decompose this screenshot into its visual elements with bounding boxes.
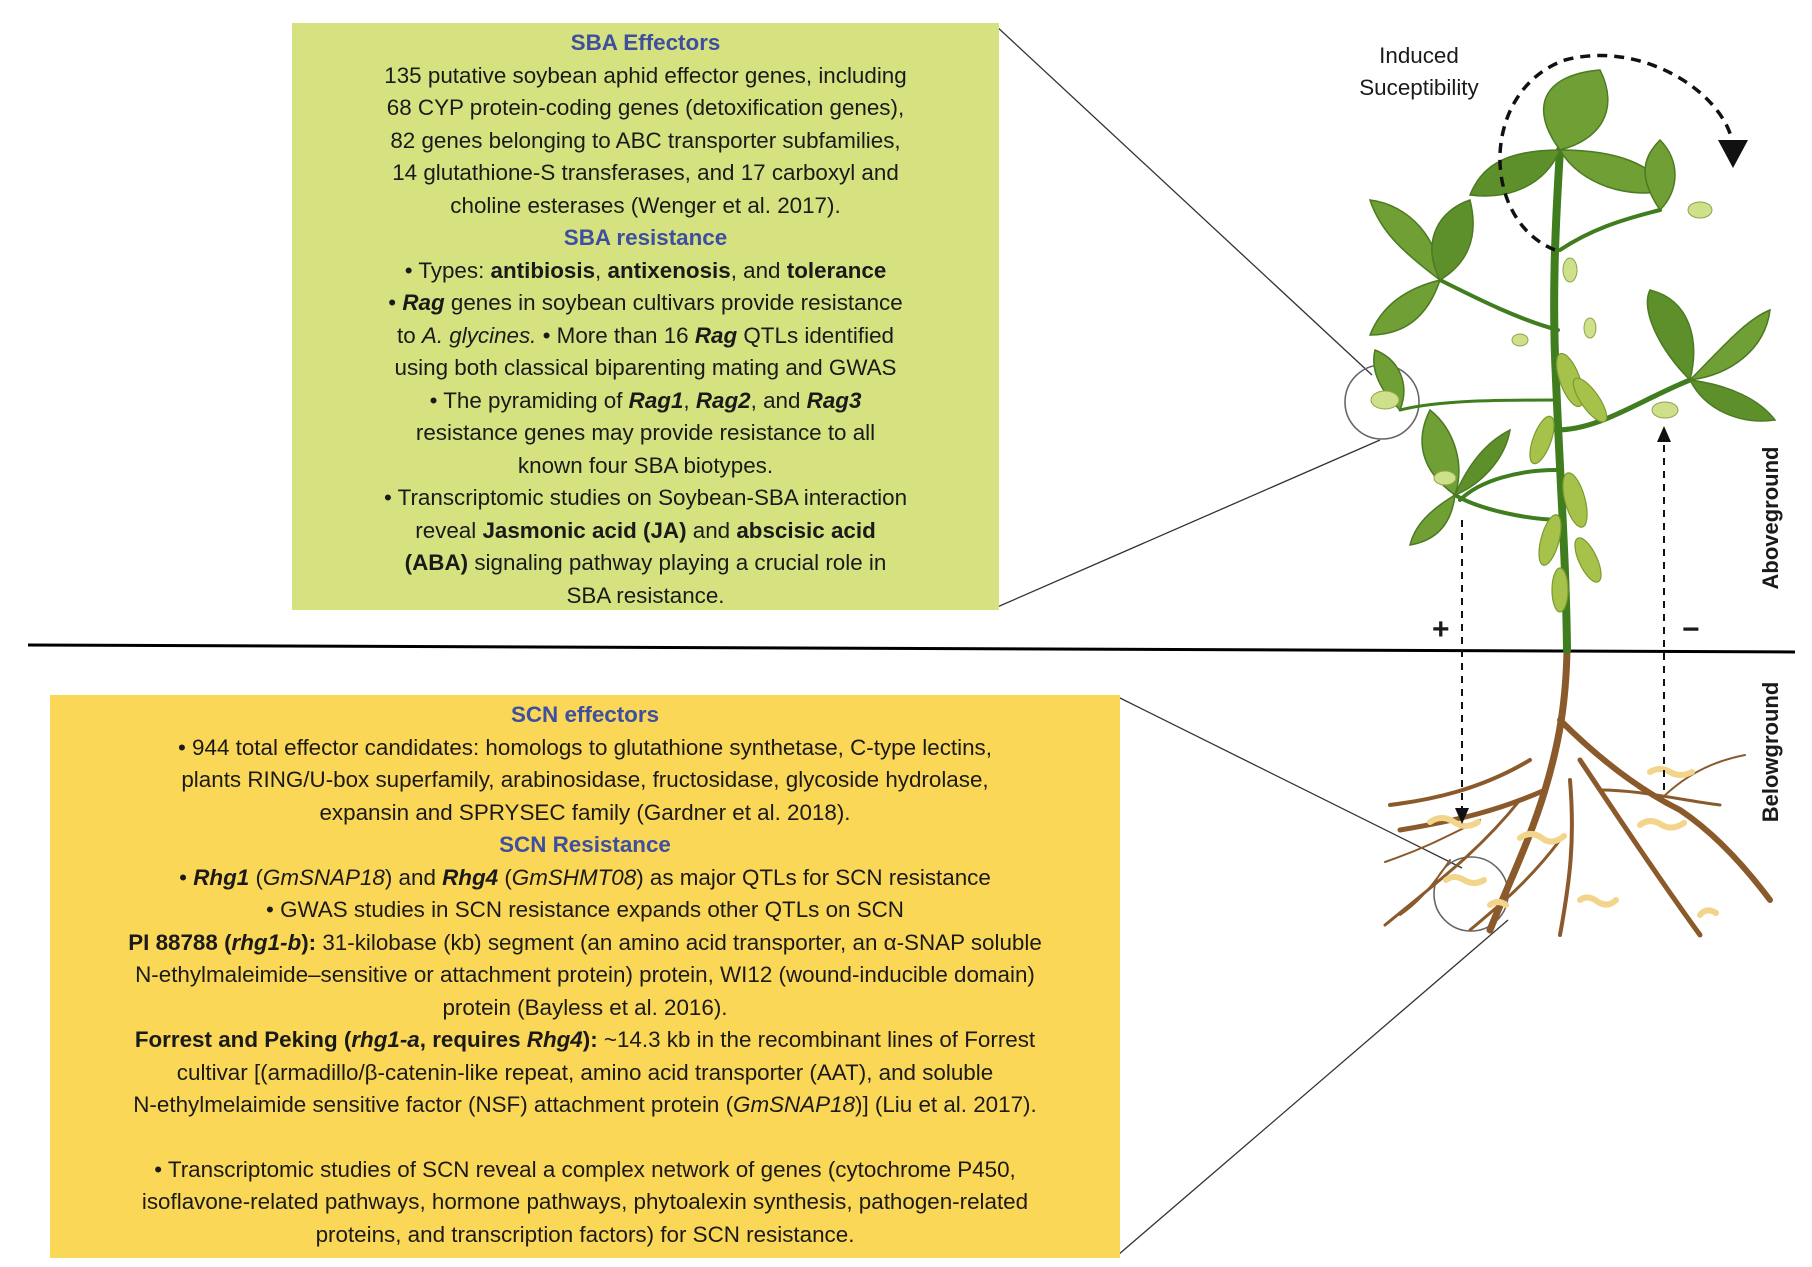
scn-info-box <box>50 695 1120 1258</box>
sba-rag-line: to A. glycines. • More than 16 Rag QTLs identified <box>397 322 894 348</box>
scn-effectors-heading: SCN effectors <box>510 702 660 727</box>
sba-effectors-line: choline esterases (Wenger et al. 2017). <box>450 192 841 218</box>
scn-forrest-line: N-ethylmelaimide sensitive factor (NSF) attachment protein (GmSNAP18)] (Liu et al. 2017). <box>133 1092 1037 1117</box>
sba-pyramid-line: • The pyramiding of Rag1, Rag2, and Rag3 <box>429 387 862 413</box>
sba-effectors-line: 68 CYP protein-coding genes (detoxification genes), <box>386 95 905 120</box>
scn-pi-line: N-ethylmaleimide–sensitive or attachment protein) protein, WI12 (wound-inducible domain) <box>135 962 1035 987</box>
sba-transcript-line: • Transcriptomic studies on Soybean-SBA interaction <box>383 485 908 510</box>
sba-effectors-line: 135 putative soybean aphid effector genes, including <box>384 62 907 88</box>
scn-gwas-line: • GWAS studies in SCN resistance expands other QTLs on SCN <box>266 897 904 922</box>
induced-arrowhead <box>1718 140 1748 168</box>
scn-transcript-line: proteins, and transcription factors) for SCN resistance. <box>315 1221 855 1247</box>
scn-resistance-heading: SCN Resistance <box>499 832 671 857</box>
negative-effect-sign: − <box>1682 613 1700 646</box>
scn-effectors-line: expansin and SPRYSEC family (Gardner et al. 2018). <box>319 799 851 825</box>
scn-effectors-line: plants RING/U-box superfamily, arabinosidase, fructosidase, glycoside hydrolase, <box>181 767 989 792</box>
sba-pyramid-line: known four SBA biotypes. <box>517 452 774 478</box>
sba-effectors-line: 82 genes belonging to ABC transporter subfamilies, <box>390 127 901 153</box>
scn-forrest-line: cultivar [(armadillo/β-catenin-like repeat, amino acid transporter (AAT), and soluble <box>176 1059 994 1085</box>
sba-resistance-heading: SBA resistance <box>563 225 728 250</box>
sba-transcript-line: SBA resistance. <box>566 582 725 608</box>
induced-susceptibility-label <box>1334 40 1504 104</box>
sba-transcript-line: reveal Jasmonic acid (JA) and abscisic acid <box>415 517 876 543</box>
spacer <box>60 1122 1110 1154</box>
sba-rag-line: • Rag genes in soybean cultivars provide resistance <box>388 290 903 315</box>
sba-effectors-heading: SBA Effectors <box>570 30 721 55</box>
scn-rhg-line: • Rhg1 (GmSNAP18) and Rhg4 (GmSHMT08) as major QTLs for SCN resistance <box>179 864 991 890</box>
scn-transcript-line: isoflavone-related pathways, hormone pathways, phytoalexin synthesis, pathogen-related <box>141 1189 1029 1214</box>
scn-effectors-line: • 944 total effector candidates: homologs to glutathione synthetase, C-type lectins, <box>178 734 992 760</box>
scn-transcript-line: • Transcriptomic studies of SCN reveal a complex network of genes (cytochrome P450, <box>154 1156 1016 1182</box>
ground-line <box>28 645 1795 652</box>
scn-callout-line-top <box>1118 697 1462 868</box>
sba-callout-line-bottom <box>995 440 1380 608</box>
minus-arrowhead <box>1657 426 1671 442</box>
belowground-label: Belowground <box>1758 681 1783 823</box>
positive-effect-sign: + <box>1432 613 1450 646</box>
aboveground-label: Aboveground <box>1758 446 1783 590</box>
scn-callout-line-bottom <box>1118 920 1508 1255</box>
sba-effectors-line: 14 glutathione-S transferases, and 17 carboxyl and <box>392 160 899 185</box>
induced-line-2: Suceptibility <box>1359 75 1479 100</box>
roots <box>1385 650 1770 935</box>
sba-callout-line-top <box>995 25 1372 375</box>
sba-info-box <box>292 23 999 610</box>
sba-rag-line: using both classical biparenting mating and GWAS <box>394 355 897 380</box>
sba-types-line: • Types: antibiosis, antixenosis, and tolerance <box>404 257 887 283</box>
induced-line-1: Induced <box>1379 43 1459 68</box>
scn-pi-line: PI 88788 (rhg1-b): 31-kilobase (kb) segment (an amino acid transporter, an α-SNAP soluble <box>128 929 1042 955</box>
scn-forrest-line: Forrest and Peking (rhg1-a, requires Rhg4): ~14.3 kb in the recombinant lines of Forrest <box>134 1027 1036 1052</box>
scn-pi-line: protein (Bayless et al. 2016). <box>442 994 728 1020</box>
sba-pyramid-line: resistance genes may provide resistance to all <box>415 420 876 445</box>
sba-transcript-line: (ABA) signaling pathway playing a crucial role in <box>404 550 887 575</box>
